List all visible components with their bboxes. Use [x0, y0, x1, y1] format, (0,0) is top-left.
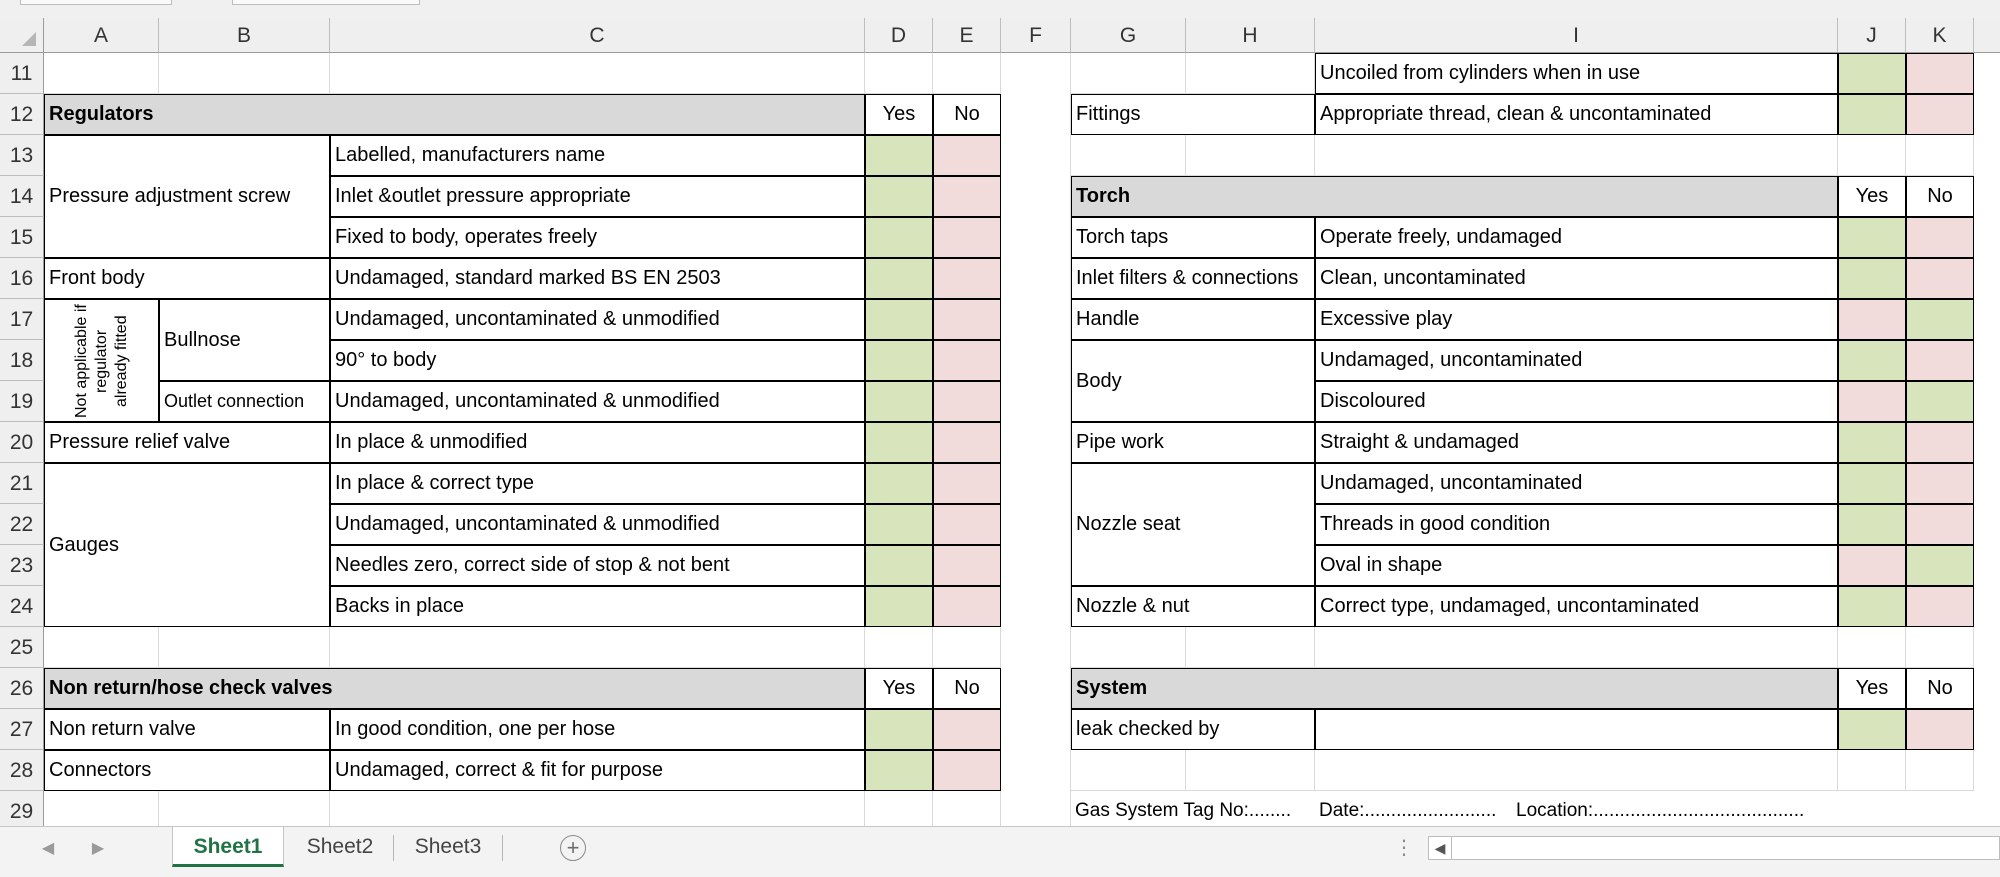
cell-blank[interactable] [1906, 750, 1974, 791]
front-body-check[interactable]: Undamaged, standard marked BS EN 2503 [330, 258, 865, 299]
cell-blank[interactable] [1071, 53, 1186, 94]
column-header-e[interactable]: E [933, 18, 1001, 53]
row-header-16[interactable]: 16 [0, 258, 44, 299]
body-label[interactable]: Body [1071, 340, 1315, 422]
no-checkbox[interactable] [1906, 340, 1974, 381]
column-header-g[interactable]: G [1071, 18, 1186, 53]
row-header-26[interactable]: 26 [0, 668, 44, 709]
system-no-header[interactable]: No [1906, 668, 1974, 709]
row-header-14[interactable]: 14 [0, 176, 44, 217]
no-checkbox[interactable] [933, 135, 1001, 176]
cell-blank[interactable] [865, 627, 933, 668]
cell-blank[interactable] [1906, 627, 1974, 668]
cell-blank[interactable] [1186, 627, 1315, 668]
cell-blank[interactable] [1186, 53, 1315, 94]
cell-blank[interactable] [865, 53, 933, 94]
next-sheet-icon[interactable]: ▶ [91, 840, 105, 857]
no-checkbox[interactable] [933, 463, 1001, 504]
fittings-label[interactable]: Fittings [1071, 94, 1315, 135]
row-header-23[interactable]: 23 [0, 545, 44, 586]
no-checkbox[interactable] [1906, 504, 1974, 545]
cell-blank[interactable] [933, 627, 1001, 668]
no-checkbox[interactable] [1906, 422, 1974, 463]
column-header-i[interactable]: I [1315, 18, 1838, 53]
cell-blank[interactable] [1071, 627, 1186, 668]
no-checkbox[interactable] [1906, 53, 1974, 94]
cell-blank[interactable] [44, 53, 159, 94]
not-applicable-note[interactable] [44, 299, 159, 422]
cell-blank[interactable] [933, 53, 1001, 94]
cell-blank[interactable] [330, 791, 865, 826]
no-checkbox[interactable] [1906, 299, 1974, 340]
row-header-20[interactable]: 20 [0, 422, 44, 463]
cell-blank[interactable] [44, 627, 159, 668]
yes-checkbox[interactable] [865, 176, 933, 217]
cell-blank[interactable] [1906, 135, 1974, 176]
yes-checkbox[interactable] [1838, 340, 1906, 381]
gauges-undamaged-check[interactable]: Undamaged, uncontaminated & unmodified [330, 504, 865, 545]
seat-oval-check[interactable]: Oval in shape [1315, 545, 1838, 586]
row-header-21[interactable]: 21 [0, 463, 44, 504]
yes-checkbox[interactable] [865, 504, 933, 545]
plus-circle-icon[interactable]: + [560, 835, 586, 861]
yes-checkbox[interactable] [865, 709, 933, 750]
no-checkbox[interactable] [933, 586, 1001, 627]
cell-blank[interactable] [1838, 135, 1906, 176]
bullnose-check[interactable]: Undamaged, uncontaminated & unmodified [330, 299, 865, 340]
yes-checkbox[interactable] [865, 135, 933, 176]
no-checkbox[interactable] [933, 176, 1001, 217]
fixed-to-body-check[interactable]: Fixed to body, operates freely [330, 217, 865, 258]
cell-blank[interactable] [1315, 627, 1838, 668]
column-header-j[interactable]: J [1838, 18, 1906, 53]
torch-yes-header[interactable]: Yes [1838, 176, 1906, 217]
select-all-icon [22, 32, 36, 46]
column-header-b[interactable]: B [159, 18, 330, 53]
cell-blank[interactable] [1071, 750, 1186, 791]
inlet-check[interactable]: Clean, uncontaminated [1315, 258, 1838, 299]
more-dots-icon[interactable]: ⋮ [1394, 837, 1414, 859]
pipe-work-label[interactable]: Pipe work [1071, 422, 1315, 463]
not-applicable-text: Not applicable if regulator already fitted [72, 303, 130, 418]
leak-checked-label[interactable]: leak checked by [1071, 709, 1315, 750]
cell-blank[interactable] [44, 791, 159, 826]
yes-checkbox[interactable] [865, 217, 933, 258]
row-header-11[interactable]: 11 [0, 53, 44, 94]
no-checkbox[interactable] [933, 258, 1001, 299]
yes-checkbox[interactable] [1838, 53, 1906, 94]
row-header-28[interactable]: 28 [0, 750, 44, 791]
pipe-check[interactable]: Straight & undamaged [1315, 422, 1838, 463]
yes-checkbox[interactable] [1838, 504, 1906, 545]
yes-checkbox[interactable] [1838, 299, 1906, 340]
column-header-f[interactable]: F [1001, 18, 1071, 53]
fittings-check[interactable]: Appropriate thread, clean & uncontaminated [1315, 94, 1838, 135]
cell-blank[interactable] [159, 627, 330, 668]
prev-sheet-icon[interactable]: ◀ [41, 840, 55, 857]
cell-blank[interactable] [933, 791, 1001, 826]
system-yes-header[interactable]: Yes [1838, 668, 1906, 709]
connectors-label[interactable]: Connectors [44, 750, 330, 791]
non-return-no-header[interactable]: No [933, 668, 1001, 709]
horizontal-scrollbar[interactable] [1428, 836, 2000, 860]
row-header-15[interactable]: 15 [0, 217, 44, 258]
tab-separator [502, 835, 503, 861]
yes-checkbox[interactable] [1838, 586, 1906, 627]
outlet-connection-check[interactable]: Undamaged, uncontaminated & unmodified [330, 381, 865, 422]
no-checkbox[interactable] [1906, 463, 1974, 504]
yes-checkbox[interactable] [1838, 258, 1906, 299]
no-checkbox[interactable] [933, 422, 1001, 463]
no-checkbox[interactable] [933, 340, 1001, 381]
no-checkbox[interactable] [1906, 94, 1974, 135]
yes-checkbox[interactable] [1838, 94, 1906, 135]
tab-sheet3[interactable]: Sheet3 [414, 835, 482, 858]
cell-blank[interactable] [1186, 135, 1315, 176]
regulators-title[interactable]: Regulators [44, 94, 865, 135]
gauges-needles-check[interactable]: Needles zero, correct side of stop & not bent [330, 545, 865, 586]
row-header-27[interactable]: 27 [0, 709, 44, 750]
location-field[interactable]: Location:........................................ [1516, 800, 1805, 821]
column-header-blank [1974, 18, 2000, 53]
tab-sheet1[interactable]: Sheet1 [172, 827, 284, 867]
connectors-check[interactable]: Undamaged, correct & fit for purpose [330, 750, 865, 791]
relief-check[interactable]: In place & unmodified [330, 422, 865, 463]
yes-checkbox[interactable] [865, 299, 933, 340]
scroll-left-icon[interactable]: ◀ [1429, 837, 1452, 859]
tab-separator [393, 835, 394, 861]
row-header-29[interactable]: 29 [0, 791, 44, 826]
row-header-17[interactable]: 17 [0, 299, 44, 340]
cell-blank[interactable] [1186, 750, 1315, 791]
body-undamaged-check[interactable]: Undamaged, uncontaminated [1315, 340, 1838, 381]
torch-title[interactable]: Torch [1071, 176, 1838, 217]
yes-checkbox[interactable] [1838, 545, 1906, 586]
row-header-25[interactable]: 25 [0, 627, 44, 668]
cell-blank[interactable] [1315, 135, 1838, 176]
nozzle-check[interactable]: Correct type, undamaged, uncontaminated [1315, 586, 1838, 627]
leak-checked-value[interactable] [1315, 709, 1838, 750]
tab-sheet2[interactable]: Sheet2 [306, 835, 374, 858]
no-checkbox[interactable] [933, 750, 1001, 791]
cell-blank[interactable] [159, 791, 330, 826]
no-checkbox[interactable] [1906, 217, 1974, 258]
labelled-check[interactable]: Labelled, manufacturers name [330, 135, 865, 176]
yes-checkbox[interactable] [865, 750, 933, 791]
non-return-yes-header[interactable]: Yes [865, 668, 933, 709]
cell-blank[interactable] [159, 53, 330, 94]
yes-checkbox[interactable] [1838, 422, 1906, 463]
no-checkbox[interactable] [933, 299, 1001, 340]
yes-checkbox[interactable] [865, 586, 933, 627]
row-header-12[interactable]: 12 [0, 94, 44, 135]
column-header-d[interactable]: D [865, 18, 933, 53]
bullnose-label[interactable]: Bullnose [159, 299, 330, 381]
cell-blank[interactable] [330, 627, 865, 668]
row-header-22[interactable]: 22 [0, 504, 44, 545]
gauges-label[interactable]: Gauges [44, 463, 330, 627]
regulators-no-header[interactable]: No [933, 94, 1001, 135]
outlet-connection-label[interactable]: Outlet connection [159, 381, 330, 422]
no-checkbox[interactable] [1906, 258, 1974, 299]
nrv-check[interactable]: In good condition, one per hose [330, 709, 865, 750]
no-checkbox[interactable] [1906, 545, 1974, 586]
no-checkbox[interactable] [933, 709, 1001, 750]
pressure-adjustment-screw-label[interactable]: Pressure adjustment screw [44, 135, 330, 258]
non-return-valve-label[interactable]: Non return valve [44, 709, 330, 750]
no-checkbox[interactable] [1906, 586, 1974, 627]
column-header-h[interactable]: H [1186, 18, 1315, 53]
gauges-backs-check[interactable]: Backs in place [330, 586, 865, 627]
system-title[interactable]: System [1071, 668, 1838, 709]
row-header-13[interactable]: 13 [0, 135, 44, 176]
yes-checkbox[interactable] [865, 463, 933, 504]
no-checkbox[interactable] [1906, 381, 1974, 422]
select-all-corner[interactable] [0, 18, 44, 53]
bullnose-angle-check[interactable]: 90° to body [330, 340, 865, 381]
no-checkbox[interactable] [1906, 709, 1974, 750]
body-discoloured-check[interactable]: Discoloured [1315, 381, 1838, 422]
column-header-a[interactable]: A [44, 18, 159, 53]
seat-threads-check[interactable]: Threads in good condition [1315, 504, 1838, 545]
yes-checkbox[interactable] [1838, 217, 1906, 258]
nozzle-seat-label[interactable]: Nozzle seat [1071, 463, 1315, 586]
yes-checkbox[interactable] [865, 258, 933, 299]
cell-blank[interactable] [1838, 627, 1906, 668]
date-field[interactable]: Date:......................... [1319, 800, 1497, 821]
regulators-yes-header[interactable]: Yes [865, 94, 933, 135]
row-header-24[interactable]: 24 [0, 586, 44, 627]
no-checkbox[interactable] [933, 545, 1001, 586]
cell-blank[interactable] [865, 791, 933, 826]
no-checkbox[interactable] [933, 217, 1001, 258]
no-checkbox[interactable] [933, 504, 1001, 545]
yes-checkbox[interactable] [865, 422, 933, 463]
cell-blank[interactable] [1315, 750, 1838, 791]
yes-checkbox[interactable] [865, 545, 933, 586]
yes-checkbox[interactable] [1838, 709, 1906, 750]
torch-taps-label[interactable]: Torch taps [1071, 217, 1315, 258]
yes-checkbox[interactable] [865, 381, 933, 422]
torch-no-header[interactable]: No [1906, 176, 1974, 217]
cell-blank[interactable] [1001, 53, 1071, 826]
row-header-19[interactable]: 19 [0, 381, 44, 422]
row-header-18[interactable]: 18 [0, 340, 44, 381]
pressure-relief-valve-label[interactable]: Pressure relief valve [44, 422, 330, 463]
cell-blank[interactable] [1071, 135, 1186, 176]
handle-label[interactable]: Handle [1071, 299, 1315, 340]
non-return-title[interactable]: Non return/hose check valves [44, 668, 865, 709]
inlet-outlet-check[interactable]: Inlet &outlet pressure appropriate [330, 176, 865, 217]
cell-blank[interactable] [1838, 750, 1906, 791]
column-header-c[interactable]: C [330, 18, 865, 53]
nozzle-nut-label[interactable]: Nozzle & nut [1071, 586, 1315, 627]
seat-undamaged-check[interactable]: Undamaged, uncontaminated [1315, 463, 1838, 504]
gas-system-tag[interactable]: Gas System Tag No:........ [1075, 800, 1292, 821]
column-header-k[interactable]: K [1906, 18, 1974, 53]
front-body-label[interactable]: Front body [44, 258, 330, 299]
yes-checkbox[interactable] [1838, 381, 1906, 422]
sheet-tab-bar [0, 826, 2000, 877]
gauges-type-check[interactable]: In place & correct type [330, 463, 865, 504]
no-checkbox[interactable] [933, 381, 1001, 422]
yes-checkbox[interactable] [1838, 463, 1906, 504]
inlet-filters-label[interactable]: Inlet filters & connections [1071, 258, 1315, 299]
handle-check[interactable]: Excessive play [1315, 299, 1838, 340]
cell-blank[interactable] [330, 53, 865, 94]
taps-check[interactable]: Operate freely, undamaged [1315, 217, 1838, 258]
yes-checkbox[interactable] [865, 340, 933, 381]
uncoiled-check[interactable]: Uncoiled from cylinders when in use [1315, 53, 1838, 94]
